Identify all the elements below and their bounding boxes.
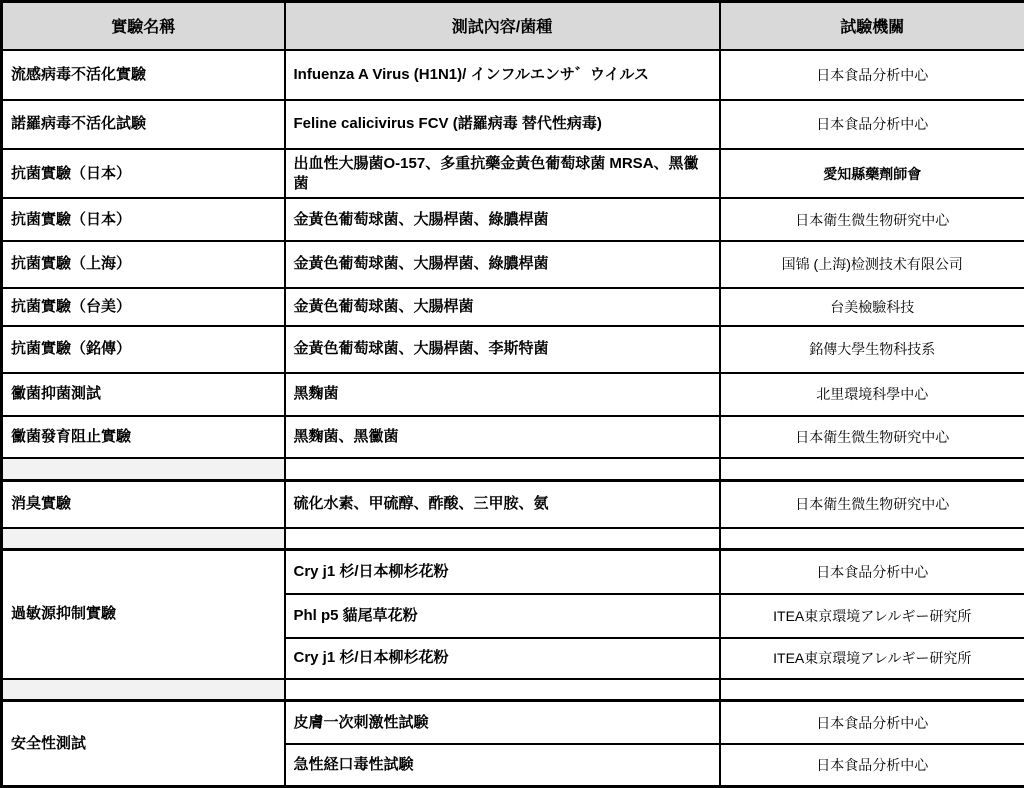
cell-test-content: Cry j1 杉/日本柳杉花粉: [285, 550, 720, 594]
cell-institution: ITEA東京環境アレルギー研究所: [720, 594, 1024, 638]
cell-test-content: Feline calicivirus FCV (諾羅病毒 替代性病毒): [285, 100, 720, 149]
cell-institution: 日本食品分析中心: [720, 744, 1024, 786]
header-experiment-name: 實驗名稱: [2, 2, 285, 50]
cell-experiment-name: 抗菌實驗（上海）: [2, 241, 285, 288]
table-row: [2, 149, 1024, 198]
cell-test-content: 金黃色葡萄球菌、大腸桿菌、李斯特菌: [285, 326, 720, 372]
spacer-cell: [285, 528, 720, 550]
spacer-cell: [720, 458, 1024, 480]
table-row: [2, 50, 1024, 100]
cell-institution: 日本食品分析中心: [720, 701, 1024, 744]
cell-test-content: 黑麴菌、黑黴菌: [285, 416, 720, 458]
spacer-row: [2, 679, 1024, 701]
cell-institution: 日本衛生微生物研究中心: [720, 480, 1024, 527]
cell-test-content: 金黃色葡萄球菌、大腸桿菌、綠膿桿菌: [285, 241, 720, 288]
cell-institution: 国锦 (上海)检测技术有限公司: [720, 241, 1024, 288]
table-row: [2, 198, 1024, 240]
table-row: [2, 480, 1024, 527]
cell-test-content: Cry j1 杉/日本柳杉花粉: [285, 638, 720, 678]
cell-institution: 愛知縣藥劑師會: [720, 149, 1024, 198]
spacer-cell: [285, 679, 720, 701]
cell-experiment-name-safety-group: 安全性測試: [2, 701, 285, 787]
table-row: [2, 416, 1024, 458]
cell-institution: ITEA東京環境アレルギー研究所: [720, 638, 1024, 678]
cell-institution: 北里環境科學中心: [720, 373, 1024, 416]
header-test-institution: 試驗機關: [720, 2, 1024, 50]
table-row: [2, 100, 1024, 149]
spacer-cell: [720, 528, 1024, 550]
table-row: [2, 373, 1024, 416]
cell-test-content: 黑麴菌: [285, 373, 720, 416]
cell-experiment-name: 諾羅病毒不活化試験: [2, 100, 285, 149]
cell-test-content: 金黃色葡萄球菌、大腸桿菌、綠膿桿菌: [285, 198, 720, 240]
cell-experiment-name: 流感病毒不活化實驗: [2, 50, 285, 100]
table-row: [2, 288, 1024, 326]
cell-test-content: 金黃色葡萄球菌、大腸桿菌: [285, 288, 720, 326]
cell-experiment-name-allergen-group: 過敏源抑制實驗: [2, 550, 285, 679]
spacer-row: [2, 528, 1024, 550]
cell-test-content: 皮膚一次刺激性試験: [285, 701, 720, 744]
cell-institution: 日本食品分析中心: [720, 100, 1024, 149]
cell-test-content: Infuenza A Virus (H1N1)/ インフルエンサ゛ウイルス: [285, 50, 720, 100]
cell-experiment-name: 抗菌實驗（日本）: [2, 198, 285, 240]
cell-experiment-name: 抗菌實驗（銘傳）: [2, 326, 285, 372]
spacer-cell: [720, 679, 1024, 701]
cell-experiment-name: 抗菌實驗（日本）: [2, 149, 285, 198]
table-row: [2, 326, 1024, 372]
spacer-cell: [2, 458, 285, 480]
cell-institution: 日本衛生微生物研究中心: [720, 416, 1024, 458]
cell-institution: 日本衛生微生物研究中心: [720, 198, 1024, 240]
spacer-row: [2, 458, 1024, 480]
header-row: [2, 2, 1024, 50]
cell-test-content: Phl p5 貓尾草花粉: [285, 594, 720, 638]
cell-test-content: 急性経口毒性試験: [285, 744, 720, 786]
header-test-content: 測試內容/菌種: [285, 2, 720, 50]
table-row: [2, 550, 1024, 594]
cell-experiment-name: 黴菌發育阻止實驗: [2, 416, 285, 458]
cell-experiment-name: 消臭實驗: [2, 480, 285, 527]
cell-institution: 台美檢驗科技: [720, 288, 1024, 326]
table-row: [2, 241, 1024, 288]
cell-institution: 日本食品分析中心: [720, 50, 1024, 100]
cell-experiment-name: 抗菌實驗（台美）: [2, 288, 285, 326]
cell-institution: 日本食品分析中心: [720, 550, 1024, 594]
spacer-cell: [2, 528, 285, 550]
table-header: [2, 2, 1024, 50]
spacer-cell: [285, 458, 720, 480]
spacer-cell: [2, 679, 285, 701]
cell-test-content: 硫化水素、甲硫醇、酢酸、三甲胺、氨: [285, 480, 720, 527]
table-row: [2, 701, 1024, 744]
cell-experiment-name: 黴菌抑菌測試: [2, 373, 285, 416]
cell-test-content: 出血性大腸菌O-157、多重抗藥金黃色葡萄球菌 MRSA、黑黴菌: [285, 149, 720, 198]
cell-institution: 銘傳大學生物科技系: [720, 326, 1024, 372]
